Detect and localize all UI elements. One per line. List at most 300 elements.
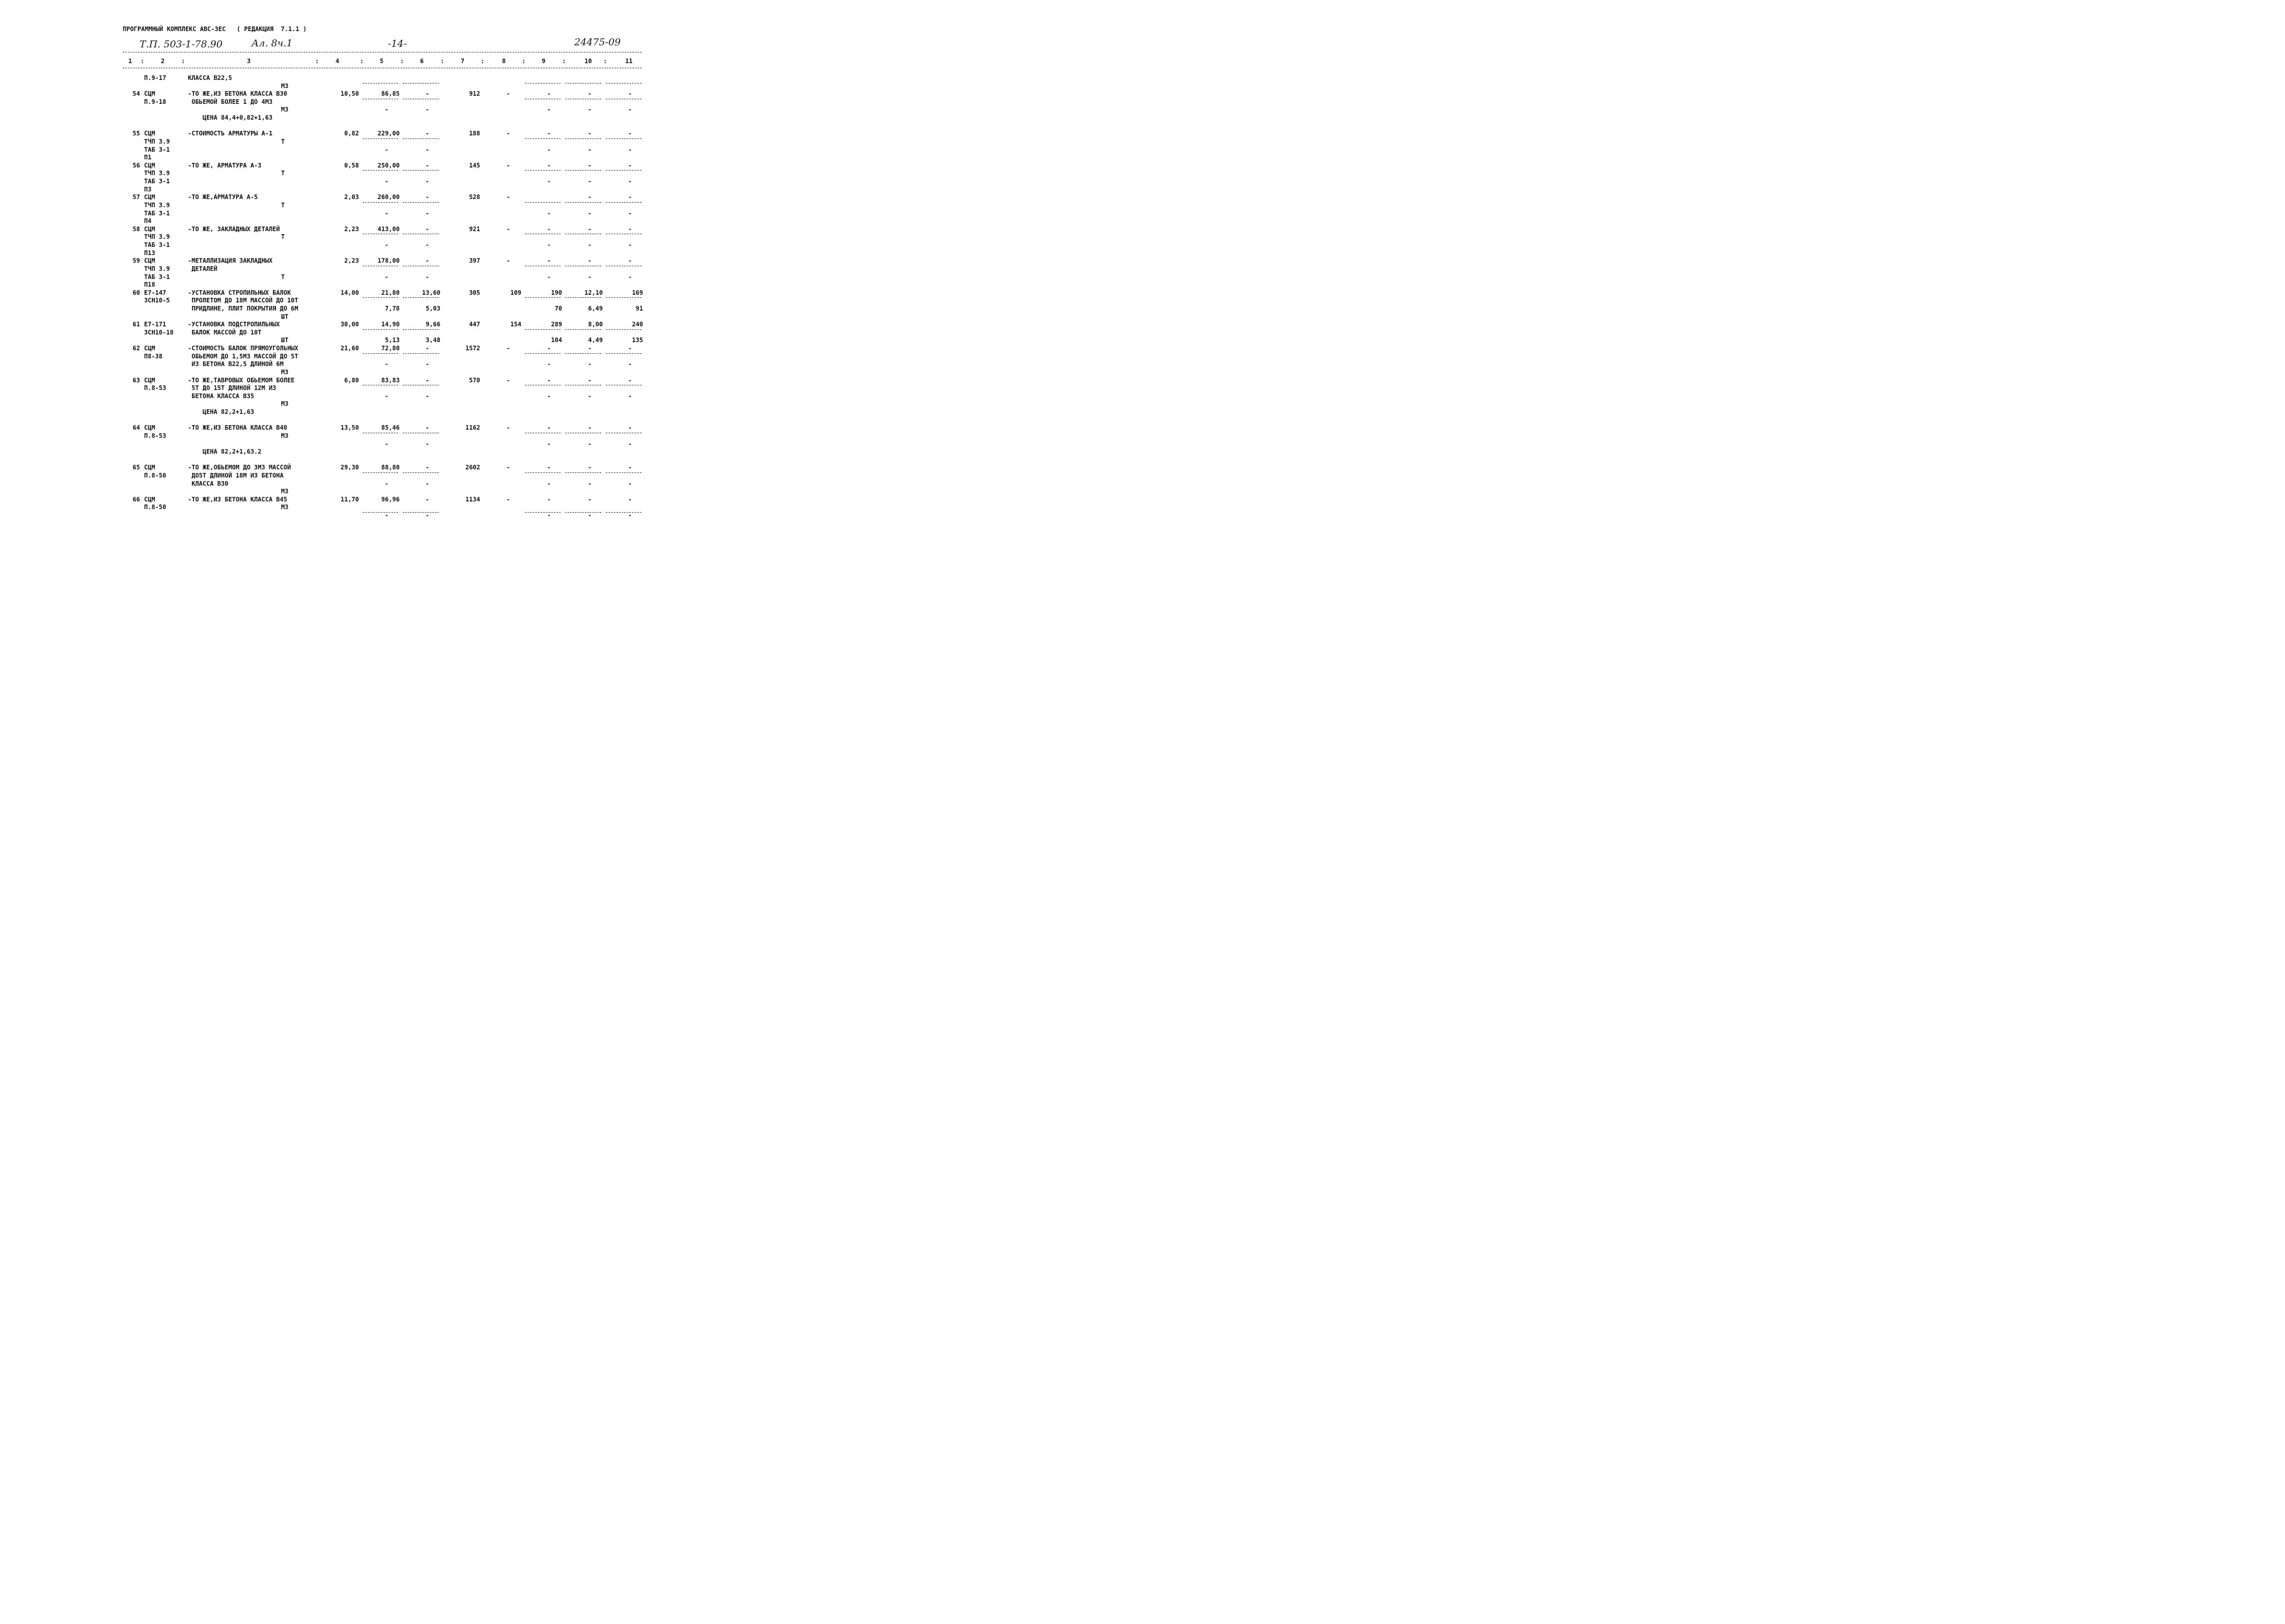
cell-c7: 397 bbox=[469, 257, 480, 264]
subtotal-separator bbox=[565, 170, 601, 171]
row-code: ТЧП 3.9 bbox=[144, 265, 170, 272]
cell-c4: 6,80 bbox=[344, 377, 359, 384]
subtotal-separator bbox=[565, 512, 601, 513]
subtotal-separator bbox=[363, 297, 398, 298]
row-code: П.9-17 bbox=[144, 74, 166, 81]
row-unit: ШТ bbox=[281, 313, 289, 320]
cell-c8: - bbox=[506, 464, 510, 471]
cell-c6: - bbox=[425, 257, 429, 264]
row-description: КЛАССА В22,5 bbox=[188, 74, 232, 81]
row-code: ТАБ 3-1 bbox=[144, 210, 170, 217]
row-code: СЦМ bbox=[144, 90, 155, 97]
column-separator: : bbox=[181, 58, 185, 65]
row-description: -ТО ЖЕ, АРМАТУРА А-3 bbox=[188, 162, 262, 169]
cell-c10: - bbox=[588, 393, 592, 400]
cell-c11: - bbox=[628, 162, 632, 169]
subtotal-separator bbox=[363, 202, 398, 203]
cell-c10: - bbox=[588, 226, 592, 233]
row-code: ЗСН10-5 bbox=[144, 297, 170, 304]
cell-c7: 1162 bbox=[465, 424, 480, 431]
cell-c11: 91 bbox=[635, 305, 643, 312]
row-number: 57 bbox=[132, 193, 140, 201]
subtotal-separator bbox=[525, 512, 561, 513]
cell-c10: - bbox=[588, 440, 592, 447]
cell-c11: - bbox=[628, 345, 632, 352]
row-description: -ТО ЖЕ,АРМАТУРА А-5 bbox=[188, 193, 258, 201]
cell-c10: - bbox=[588, 273, 592, 281]
cell-c11: - bbox=[628, 241, 632, 248]
cell-c11: - bbox=[628, 480, 632, 487]
cell-c8: - bbox=[506, 130, 510, 137]
row-number: 56 bbox=[132, 162, 140, 169]
subtotal-separator bbox=[525, 138, 561, 139]
subtotal-separator bbox=[363, 170, 398, 171]
row-code: П3 bbox=[144, 186, 152, 193]
cell-c8: 109 bbox=[510, 289, 521, 296]
cell-c7: 912 bbox=[469, 90, 480, 97]
cell-c10: - bbox=[588, 464, 592, 471]
cell-c10: - bbox=[588, 424, 592, 431]
cell-c9: 104 bbox=[551, 337, 562, 344]
row-code: ТАБ 3-1 bbox=[144, 146, 170, 153]
column-separator: : bbox=[141, 58, 145, 65]
cell-c6: 5,03 bbox=[426, 305, 440, 312]
row-code: П.8-53 bbox=[144, 432, 166, 439]
subtotal-separator bbox=[565, 297, 601, 298]
column-separator: : bbox=[522, 58, 526, 65]
cell-c7: 305 bbox=[469, 289, 480, 296]
row-code: СЦМ bbox=[144, 496, 155, 503]
cell-c5: 5,13 bbox=[385, 337, 400, 344]
cell-c10: - bbox=[588, 210, 592, 217]
cell-c7: 447 bbox=[469, 321, 480, 328]
cell-c10: - bbox=[588, 512, 592, 519]
subtotal-separator bbox=[525, 170, 561, 171]
cell-c5: 21,80 bbox=[381, 289, 400, 296]
cell-c7: 921 bbox=[469, 226, 480, 233]
column-number-1: 1 bbox=[128, 58, 132, 65]
cell-c9: 70 bbox=[554, 305, 562, 312]
cell-c8: - bbox=[506, 345, 510, 352]
cell-c11: - bbox=[628, 210, 632, 217]
subtotal-separator bbox=[606, 170, 642, 171]
row-code: СЦМ bbox=[144, 345, 155, 352]
cell-c11: - bbox=[628, 106, 632, 113]
row-code: П18 bbox=[144, 281, 155, 288]
row-number: 62 bbox=[132, 345, 140, 352]
cell-c8: - bbox=[506, 377, 510, 384]
cell-c11: - bbox=[628, 424, 632, 431]
project-code: Т.П. 503-1-78.90 bbox=[140, 39, 222, 50]
cell-c6: - bbox=[425, 464, 429, 471]
cell-c6: - bbox=[425, 273, 429, 281]
row-description: -ТО ЖЕ,ИЗ БЕТОНА КЛАССА В30 bbox=[188, 90, 288, 97]
row-description: -СТОИМОСТЬ БАЛОК ПРЯМОУГОЛЬНЫХ bbox=[188, 345, 298, 352]
cell-c6: - bbox=[425, 345, 429, 352]
cell-c11: - bbox=[628, 360, 632, 368]
row-code: СЦМ bbox=[144, 162, 155, 169]
row-code: П.8-50 bbox=[144, 503, 166, 511]
cell-c5: - bbox=[384, 273, 388, 281]
row-number: 65 bbox=[132, 464, 140, 471]
column-separator: : bbox=[562, 58, 566, 65]
cell-c10: 8,00 bbox=[588, 321, 603, 328]
row-description: ЦЕНА 82,2+1,63.2 bbox=[188, 448, 262, 455]
cell-c5: - bbox=[384, 241, 388, 248]
cell-c6: - bbox=[425, 162, 429, 169]
column-number-2: 2 bbox=[161, 58, 165, 65]
row-code: ТЧП 3.9 bbox=[144, 170, 170, 177]
column-separator: : bbox=[400, 58, 404, 65]
cell-c4: 2,23 bbox=[344, 226, 359, 233]
cell-c4: 14,00 bbox=[340, 289, 359, 296]
cell-c9: - bbox=[547, 273, 551, 281]
cell-c5: 178,00 bbox=[377, 257, 400, 264]
document-number: 24475-09 bbox=[574, 37, 621, 48]
row-description: КЛАССА В30 bbox=[188, 480, 229, 487]
row-number: 54 bbox=[132, 90, 140, 97]
cell-c10: - bbox=[588, 162, 592, 169]
row-description: ДО5Т ДЛИНОЙ 18М ИЗ БЕТОНА bbox=[188, 472, 284, 479]
cell-c6: - bbox=[425, 193, 429, 201]
cell-c10: 4,49 bbox=[588, 337, 603, 344]
cell-c5: 86,85 bbox=[381, 90, 400, 97]
cell-c11: - bbox=[628, 146, 632, 153]
album-number: Ал. 8ч.1 bbox=[252, 38, 293, 49]
column-separator: : bbox=[603, 58, 607, 65]
row-description: ЦЕНА 84,4+0,82+1,63 bbox=[188, 114, 273, 121]
cell-c9: - bbox=[547, 178, 551, 185]
subtotal-separator bbox=[606, 138, 642, 139]
subtotal-separator bbox=[403, 512, 439, 513]
cell-c10: - bbox=[588, 360, 592, 368]
row-number: 59 bbox=[132, 257, 140, 264]
row-code: СЦМ bbox=[144, 424, 155, 431]
cell-c9: - bbox=[547, 393, 551, 400]
subtotal-separator bbox=[403, 202, 439, 203]
cell-c11: - bbox=[628, 393, 632, 400]
cell-c10: 12,10 bbox=[584, 289, 603, 296]
row-code: СЦМ bbox=[144, 377, 155, 384]
cell-c4: 13,50 bbox=[340, 424, 359, 431]
row-description: -ТО ЖЕ,ОБЬЕМОМ ДО 3М3 МАССОЙ bbox=[188, 464, 291, 471]
row-description: БЕТОНА КЛАССА В35 bbox=[188, 393, 255, 400]
cell-c11: - bbox=[628, 226, 632, 233]
cell-c8: - bbox=[506, 496, 510, 503]
cell-c10: - bbox=[588, 345, 592, 352]
row-unit: ШТ bbox=[281, 337, 289, 344]
cell-c10: - bbox=[588, 130, 592, 137]
cell-c6: 3,48 bbox=[426, 337, 440, 344]
cell-c5: 229,00 bbox=[377, 130, 400, 137]
row-description: -УСТАНОВКА СТРОПИЛЬНЫХ БАЛОК bbox=[188, 289, 291, 296]
row-unit: Т bbox=[281, 138, 285, 145]
cell-c11: - bbox=[628, 464, 632, 471]
cell-c7: 528 bbox=[469, 193, 480, 201]
row-code: П13 bbox=[144, 249, 155, 257]
row-code: ТАБ 3-1 bbox=[144, 178, 170, 185]
cell-c11: - bbox=[628, 90, 632, 97]
row-description: ИЗ БЕТОНА В22,5 ДЛИНОЙ 6М bbox=[188, 360, 284, 368]
cell-c10: - bbox=[588, 377, 592, 384]
cell-c11: - bbox=[628, 257, 632, 264]
cell-c7: 1572 bbox=[465, 345, 480, 352]
cell-c4: 0,82 bbox=[344, 130, 359, 137]
cell-c8: - bbox=[506, 193, 510, 201]
cell-c10: - bbox=[588, 496, 592, 503]
row-number: 58 bbox=[132, 226, 140, 233]
row-description: БАЛОК МАССОЙ ДО 10Т bbox=[188, 329, 262, 336]
row-unit: Т bbox=[281, 273, 285, 281]
cell-c9: - bbox=[547, 241, 551, 248]
cell-c6: - bbox=[425, 480, 429, 487]
cell-c11: 135 bbox=[632, 337, 643, 344]
cell-c5: - bbox=[384, 393, 388, 400]
cell-c7: 570 bbox=[469, 377, 480, 384]
column-separator: : bbox=[440, 58, 444, 65]
subtotal-separator bbox=[363, 138, 398, 139]
cell-c8: - bbox=[506, 90, 510, 97]
cell-c6: - bbox=[425, 377, 429, 384]
row-code: П8-38 bbox=[144, 353, 163, 360]
cell-c5: - bbox=[384, 360, 388, 368]
cell-c11: 240 bbox=[632, 321, 643, 328]
cell-c10: - bbox=[588, 193, 592, 201]
subtotal-separator bbox=[606, 472, 642, 473]
cell-c10: - bbox=[588, 90, 592, 97]
cell-c5: 83,83 bbox=[381, 377, 400, 384]
row-description: -СТОИМОСТЬ АРМАТУРЫ А-1 bbox=[188, 130, 273, 137]
cell-c10: 6,49 bbox=[588, 305, 603, 312]
cell-c11: - bbox=[628, 377, 632, 384]
cell-c8: - bbox=[506, 257, 510, 264]
subtotal-separator bbox=[403, 353, 439, 354]
subtotal-separator bbox=[403, 329, 439, 330]
cell-c7: 188 bbox=[469, 130, 480, 137]
cell-c6: - bbox=[425, 130, 429, 137]
cell-c4: 30,00 bbox=[340, 321, 359, 328]
cell-c10: - bbox=[588, 480, 592, 487]
cell-c6: 13,60 bbox=[422, 289, 440, 296]
row-code: ТАБ 3-1 bbox=[144, 241, 170, 248]
subtotal-separator bbox=[525, 329, 561, 330]
row-code: СЦМ bbox=[144, 257, 155, 264]
cell-c6: - bbox=[425, 241, 429, 248]
row-unit: М3 bbox=[281, 369, 289, 376]
subtotal-separator bbox=[606, 202, 642, 203]
cell-c9: - bbox=[547, 424, 551, 431]
cell-c11: - bbox=[628, 193, 632, 201]
cell-c11: - bbox=[628, 440, 632, 447]
cell-c4: 11,70 bbox=[340, 496, 359, 503]
row-description: -ТО ЖЕ,ИЗ БЕТОНА КЛАССА В40 bbox=[188, 424, 288, 431]
row-unit: М3 bbox=[281, 106, 289, 113]
cell-c9: - bbox=[547, 464, 551, 471]
cell-c6: - bbox=[425, 178, 429, 185]
cell-c6: - bbox=[425, 210, 429, 217]
cell-c9: - bbox=[547, 226, 551, 233]
subtotal-separator bbox=[565, 202, 601, 203]
subtotal-separator bbox=[403, 170, 439, 171]
cell-c7: 2602 bbox=[465, 464, 480, 471]
cell-c10: - bbox=[588, 106, 592, 113]
row-code: П.8-50 bbox=[144, 472, 166, 479]
cell-c9: - bbox=[547, 345, 551, 352]
cell-c6: - bbox=[425, 360, 429, 368]
cell-c4: 2,23 bbox=[344, 257, 359, 264]
cell-c9: - bbox=[547, 90, 551, 97]
row-number: 63 bbox=[132, 377, 140, 384]
cell-c10: - bbox=[588, 241, 592, 248]
row-description: ДЕТАЛЕЙ bbox=[188, 265, 217, 272]
cell-c11: - bbox=[628, 496, 632, 503]
column-number-6: 6 bbox=[420, 58, 424, 65]
row-code: ТЧП 3.9 bbox=[144, 233, 170, 240]
cell-c9: - bbox=[547, 512, 551, 519]
cell-c10: - bbox=[588, 146, 592, 153]
subtotal-separator bbox=[606, 353, 642, 354]
cell-c9: - bbox=[547, 480, 551, 487]
row-number: 61 bbox=[132, 321, 140, 328]
row-unit: Т bbox=[281, 202, 285, 209]
cell-c4: 21,60 bbox=[340, 345, 359, 352]
cell-c5: 88,80 bbox=[381, 464, 400, 471]
cell-c11: - bbox=[628, 178, 632, 185]
cell-c10: - bbox=[588, 257, 592, 264]
subtotal-separator bbox=[363, 329, 398, 330]
row-unit: Т bbox=[281, 233, 285, 240]
cell-c11: - bbox=[628, 130, 632, 137]
cell-c5: 7,78 bbox=[385, 305, 400, 312]
column-number-3: 3 bbox=[247, 58, 251, 65]
row-description: ПРИДЛИНЕ, ПЛИТ ПОКРЫТИЯ ДО 6М bbox=[188, 305, 298, 312]
cell-c9: - bbox=[547, 496, 551, 503]
cell-c5: - bbox=[384, 480, 388, 487]
row-number: 66 bbox=[132, 496, 140, 503]
cell-c8: - bbox=[506, 424, 510, 431]
cell-c5: 250,00 bbox=[377, 162, 400, 169]
cell-c5: 96,96 bbox=[381, 496, 400, 503]
cell-c5: 260,00 bbox=[377, 193, 400, 201]
cell-c9: - bbox=[547, 360, 551, 368]
cell-c5: - bbox=[384, 106, 388, 113]
row-code: СЦМ bbox=[144, 193, 155, 201]
cell-c8: 154 bbox=[510, 321, 521, 328]
row-description: ПРОЛЕТОМ ДО 18М МАССОЙ ДО 10Т bbox=[188, 297, 298, 304]
row-code: Е7-171 bbox=[144, 321, 166, 328]
row-description: -УСТАНОВКА ПОДСТРОПИЛЬНЫХ bbox=[188, 321, 280, 328]
cell-c5: 413,00 bbox=[377, 226, 400, 233]
subtotal-separator bbox=[403, 297, 439, 298]
cell-c8: - bbox=[506, 226, 510, 233]
row-description: ЦЕНА 82,2+1,63 bbox=[188, 408, 255, 415]
cell-c9: - bbox=[547, 106, 551, 113]
row-description: -МЕТАЛЛИЗАЦИЯ ЗАКЛАДНЫХ bbox=[188, 257, 273, 264]
column-number-11: 11 bbox=[625, 58, 633, 65]
subtotal-separator bbox=[363, 472, 398, 473]
subtotal-separator bbox=[403, 472, 439, 473]
column-number-10: 10 bbox=[584, 58, 592, 65]
column-number-5: 5 bbox=[380, 58, 384, 65]
subtotal-separator bbox=[606, 329, 642, 330]
column-number-8: 8 bbox=[502, 58, 506, 65]
row-description: 5Т ДО 15Т ДЛИНОЙ 12М ИЗ bbox=[188, 384, 276, 391]
row-code: ТЧП 3.9 bbox=[144, 138, 170, 145]
cell-c5: - bbox=[384, 440, 388, 447]
column-separator: : bbox=[481, 58, 485, 65]
cell-c9: 289 bbox=[551, 321, 562, 328]
subtotal-separator bbox=[525, 353, 561, 354]
cell-c5: - bbox=[384, 178, 388, 185]
cell-c11: - bbox=[628, 273, 632, 281]
subtotal-separator bbox=[525, 202, 561, 203]
subtotal-separator bbox=[363, 353, 398, 354]
cell-c4: 2,03 bbox=[344, 193, 359, 201]
cell-c6: - bbox=[425, 106, 429, 113]
cell-c7: 145 bbox=[469, 162, 480, 169]
subtotal-separator bbox=[565, 138, 601, 139]
column-separator: : bbox=[360, 58, 364, 65]
row-code: П.8-53 bbox=[144, 384, 166, 391]
row-code: П.9-18 bbox=[144, 98, 166, 105]
cell-c5: - bbox=[384, 210, 388, 217]
row-description: -ТО ЖЕ,ИЗ БЕТОНА КЛАССА В45 bbox=[188, 496, 288, 503]
cell-c5: 14,90 bbox=[381, 321, 400, 328]
subtotal-separator bbox=[565, 472, 601, 473]
row-description: -ТО ЖЕ,ТАВРОВЫХ ОБЬЕМОМ БОЛЕЕ bbox=[188, 377, 295, 384]
cell-c7: 1134 bbox=[465, 496, 480, 503]
subtotal-separator bbox=[403, 138, 439, 139]
cell-c11: - bbox=[628, 512, 632, 519]
row-unit: Т bbox=[281, 170, 285, 177]
cell-c5: 72,80 bbox=[381, 345, 400, 352]
row-unit: М3 bbox=[281, 488, 289, 495]
cell-c6: - bbox=[425, 146, 429, 153]
subtotal-separator bbox=[525, 297, 561, 298]
cell-c10: - bbox=[588, 178, 592, 185]
row-unit: М3 bbox=[281, 82, 289, 90]
row-code: СЦМ bbox=[144, 226, 155, 233]
row-code: П1 bbox=[144, 154, 152, 161]
subtotal-separator bbox=[525, 472, 561, 473]
cell-c4: 0,58 bbox=[344, 162, 359, 169]
row-description: ОБЬЕМОМ ДО 1,5М3 МАССОЙ ДО 5Т bbox=[188, 353, 298, 360]
row-unit: М3 bbox=[281, 400, 289, 407]
cell-c6: - bbox=[425, 496, 429, 503]
column-number-4: 4 bbox=[336, 58, 340, 65]
row-code: ЗСН10-18 bbox=[144, 329, 174, 336]
cell-c6: - bbox=[425, 424, 429, 431]
cell-c6: - bbox=[425, 440, 429, 447]
cell-c9: - bbox=[547, 440, 551, 447]
row-number: 60 bbox=[132, 289, 140, 296]
row-number: 55 bbox=[132, 130, 140, 137]
cell-c6: 9,66 bbox=[426, 321, 440, 328]
subtotal-separator bbox=[606, 512, 642, 513]
row-code: СЦМ bbox=[144, 464, 155, 471]
row-code: П4 bbox=[144, 217, 152, 225]
cell-c9: - bbox=[547, 210, 551, 217]
row-unit: М3 bbox=[281, 503, 289, 511]
cell-c9: - bbox=[547, 257, 551, 264]
cell-c6: - bbox=[425, 90, 429, 97]
cell-c11: 169 bbox=[632, 289, 643, 296]
page-number: -14- bbox=[388, 38, 407, 49]
cell-c4: 10,50 bbox=[340, 90, 359, 97]
cell-c5: - bbox=[384, 512, 388, 519]
cell-c6: - bbox=[425, 393, 429, 400]
row-code: ТАБ 3-1 bbox=[144, 273, 170, 281]
